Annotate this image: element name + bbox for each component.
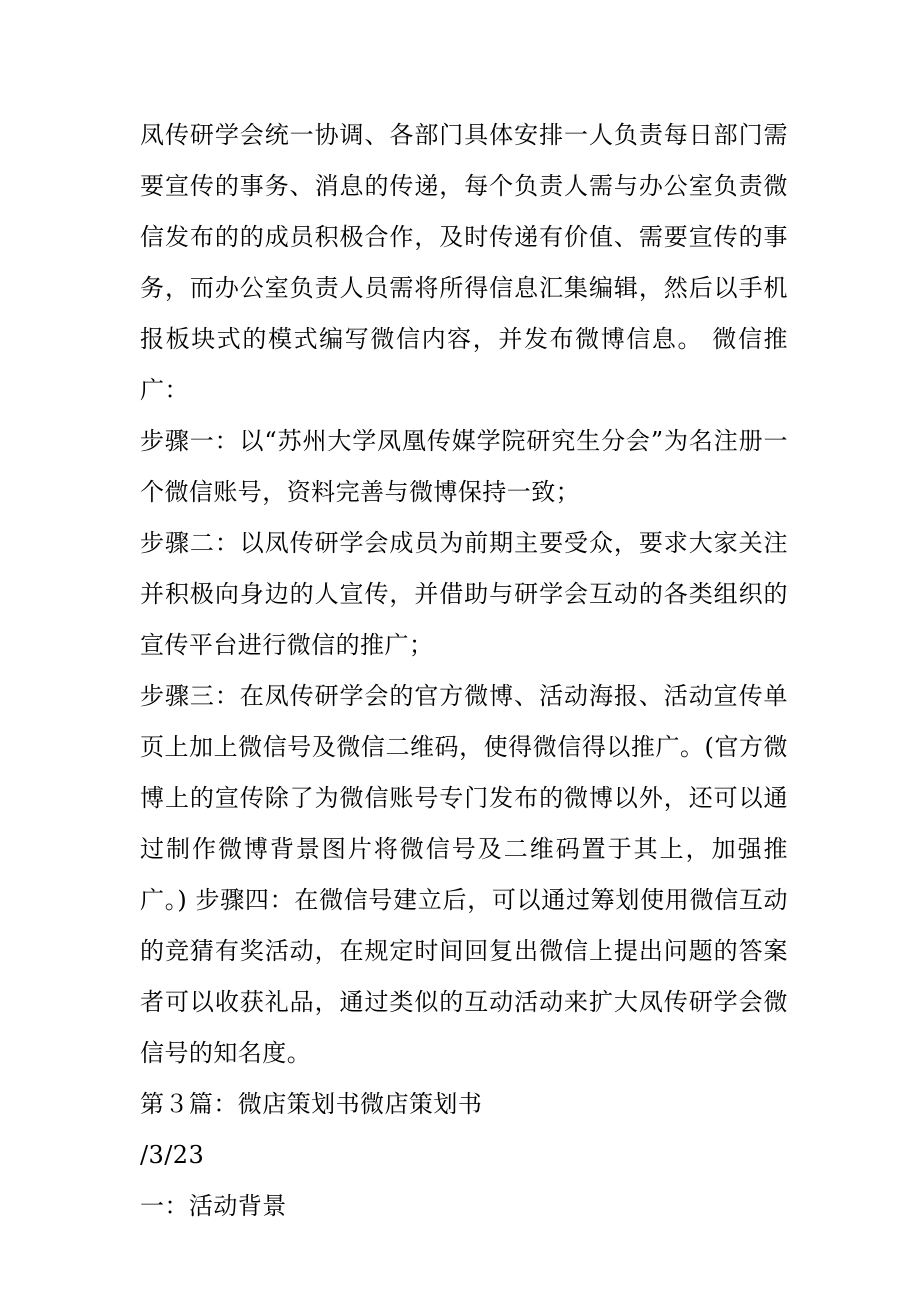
paragraph-intro: 凤传研学会统一协调、各部门具体安排一人负责每日部门需要宣传的事务、消息的传递，每个负责人需与办公室负责微信发布的的成员积极合作，及时传递有价值、需要宣传的事务，而办公室负责人员需将所得信息汇集编辑，然后以手机报板块式的模式编写微信内容，并发布微博信息。 微信推广： xyxy=(140,121,788,404)
paragraph-step-three-four: 步骤三：在凤传研学会的官方微博、活动海报、活动宣传单页上加上微信号及微信二维码，使得微信得以推广。(官方微博上的宣传除了为微信账号专门发布的微博以外，还可以通过制作微博背景图片将微信号及二维码置于其上，加强推广。) 步骤四：在微信号建立后，可以通过筹划使用微信互动的竞猜有奖活动，在规定时间回复出微信上提出问题的答案者可以收获礼品，通过类似的互动活动来扩大凤传研学会微信号的知名度。 xyxy=(140,682,788,1067)
section-heading-background: 一：活动背景 xyxy=(140,1192,287,1220)
section-heading-part-3: 第３篇：微店策划书微店策划书 xyxy=(140,1090,483,1118)
date-line: /3/23 xyxy=(140,1141,205,1169)
paragraph-step-one: 步骤一：以“苏州大学凤凰传媒学院研究生分会”为名注册一个微信账号，资料完善与微博保持一致； xyxy=(140,427,788,506)
paragraph-step-two: 步骤二：以凤传研学会成员为前期主要受众，要求大家关注并积极向身边的人宣传，并借助与研学会互动的各类组织的宣传平台进行微信的推广； xyxy=(140,529,788,659)
document-page xyxy=(140,110,788,1232)
